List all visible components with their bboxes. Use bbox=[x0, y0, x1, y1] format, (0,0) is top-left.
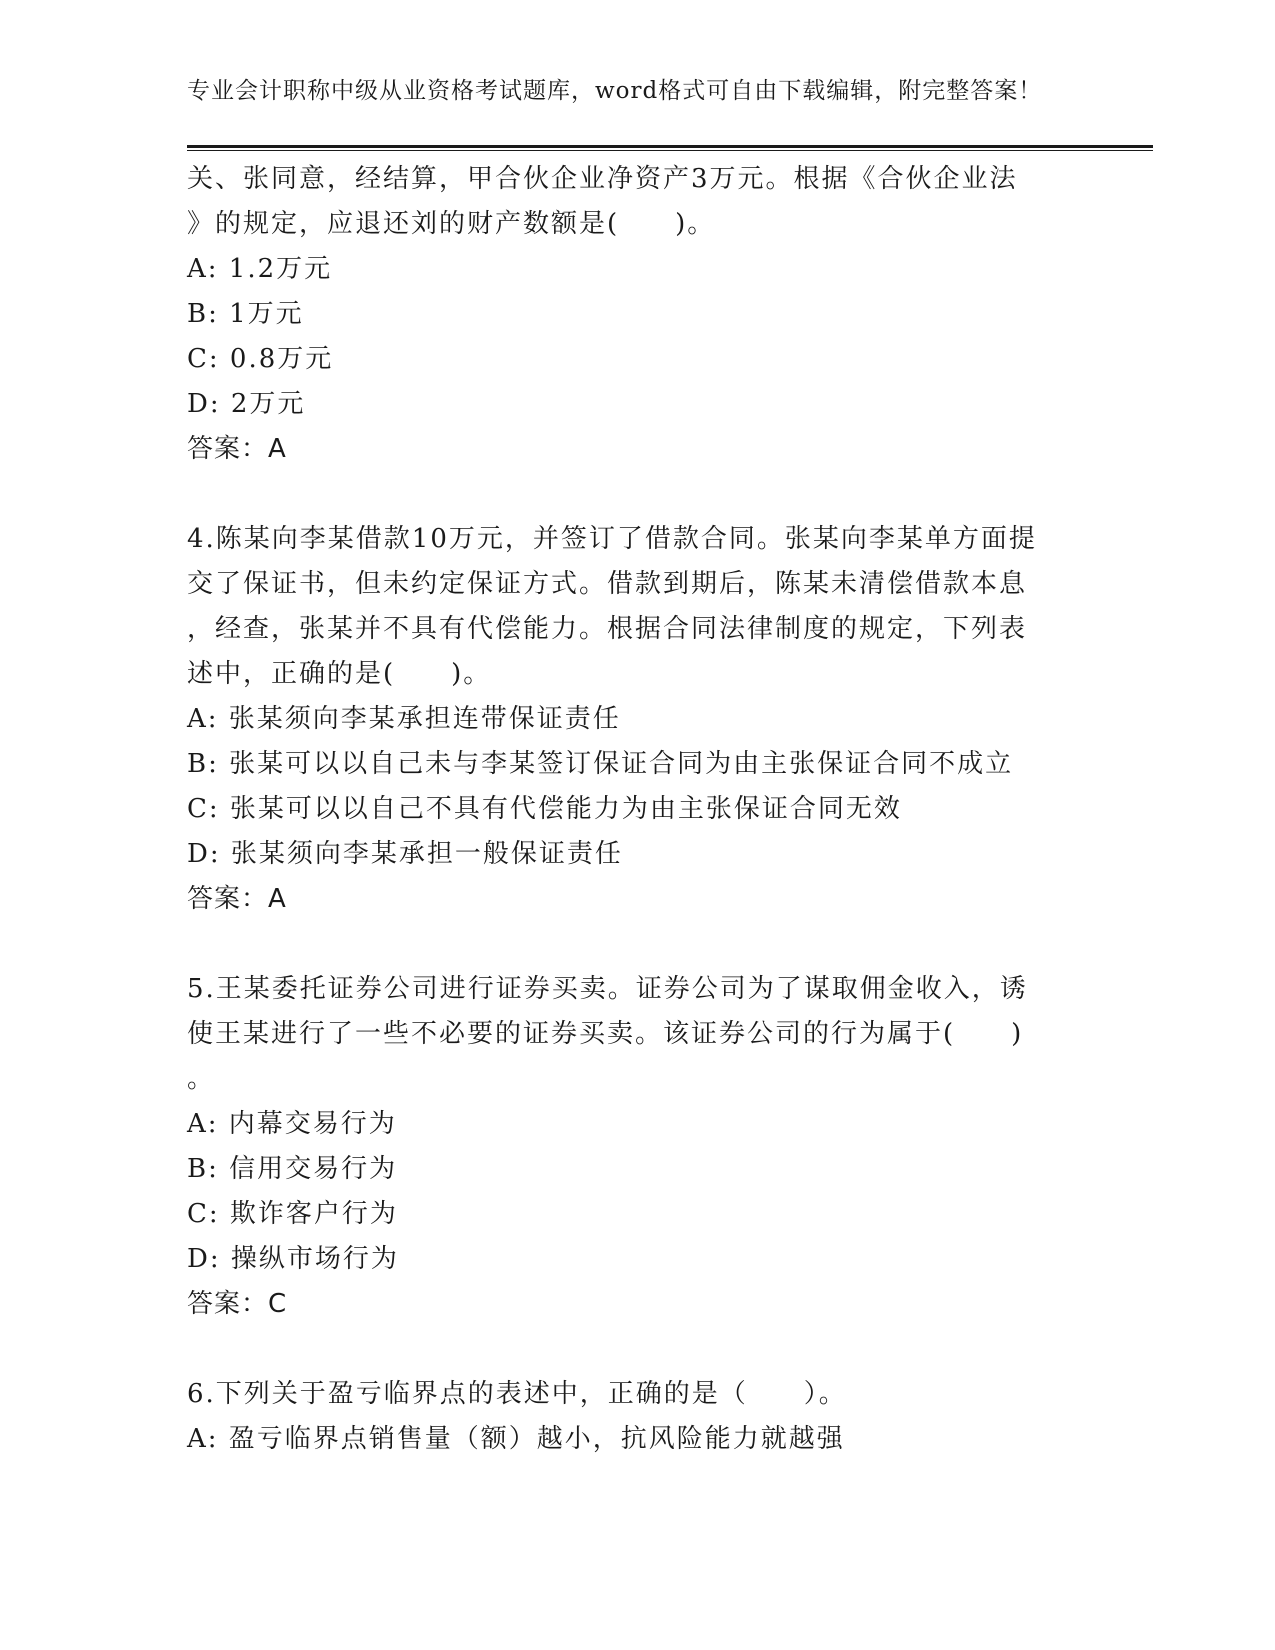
option-c: C: 欺诈客户行为 bbox=[187, 1199, 398, 1229]
option-d: D: 2万元 bbox=[187, 389, 306, 419]
option-a: A: 1.2万元 bbox=[187, 254, 333, 284]
option-b: B: 1万元 bbox=[187, 299, 304, 329]
question-text-line: 述中，正确的是( )。 bbox=[187, 659, 492, 689]
question-text-line: 。 bbox=[187, 1064, 216, 1094]
question-list bbox=[187, 157, 1087, 1462]
question-4 bbox=[187, 517, 1087, 922]
option-c: C: 张某可以以自己不具有代偿能力为由主张保证合同无效 bbox=[187, 794, 902, 824]
question-text-line: 使王某进行了一些不必要的证券买卖。该证券公司的行为属于( ) bbox=[187, 1019, 1024, 1049]
question-text-line: ，经查，张某并不具有代偿能力。根据合同法律制度的规定，下列表 bbox=[187, 614, 1028, 644]
answer: 答案：A bbox=[187, 434, 287, 464]
question-text-line: 》的规定，应退还刘的财产数额是( )。 bbox=[187, 209, 716, 239]
question-6 bbox=[187, 1372, 1087, 1462]
question-text-line: 4.陈某向李某借款10万元，并签订了借款合同。张某向李某单方面提 bbox=[187, 524, 1037, 554]
answer: 答案：A bbox=[187, 884, 287, 914]
question-text-line: 关、张同意，经结算，甲合伙企业净资产3万元。根据《合伙企业法 bbox=[187, 164, 1018, 194]
answer: 答案：C bbox=[187, 1289, 288, 1319]
question-text-line: 6.下列关于盈亏临界点的表述中，正确的是（ ）。 bbox=[187, 1379, 847, 1409]
option-b: B: 张某可以以自己未与李某签订保证合同为由主张保证合同不成立 bbox=[187, 749, 1014, 779]
option-a: A: 盈亏临界点销售量（额）越小，抗风险能力就越强 bbox=[187, 1424, 845, 1454]
option-c: C: 0.8万元 bbox=[187, 344, 334, 374]
header-rule-thin bbox=[187, 150, 1153, 151]
spacer bbox=[187, 1327, 1087, 1372]
question-text-line: 5.王某委托证券公司进行证券买卖。证券公司为了谋取佣金收入，诱 bbox=[187, 974, 1028, 1004]
header-rule-thick bbox=[187, 145, 1153, 148]
page-header: 专业会计职称中级从业资格考试题库，word格式可自由下载编辑，附完整答案！ bbox=[187, 78, 1043, 104]
option-d: D: 操纵市场行为 bbox=[187, 1244, 399, 1274]
option-d: D: 张某须向李某承担一般保证责任 bbox=[187, 839, 623, 869]
spacer bbox=[187, 472, 1087, 517]
option-a: A: 张某须向李某承担连带保证责任 bbox=[187, 704, 621, 734]
spacer bbox=[187, 922, 1087, 967]
option-a: A: 内幕交易行为 bbox=[187, 1109, 397, 1139]
question-text-line: 交了保证书，但未约定保证方式。借款到期后，陈某未清偿借款本息 bbox=[187, 569, 1028, 599]
question-5 bbox=[187, 967, 1087, 1327]
question-3 bbox=[187, 157, 1087, 472]
option-b: B: 信用交易行为 bbox=[187, 1154, 398, 1184]
